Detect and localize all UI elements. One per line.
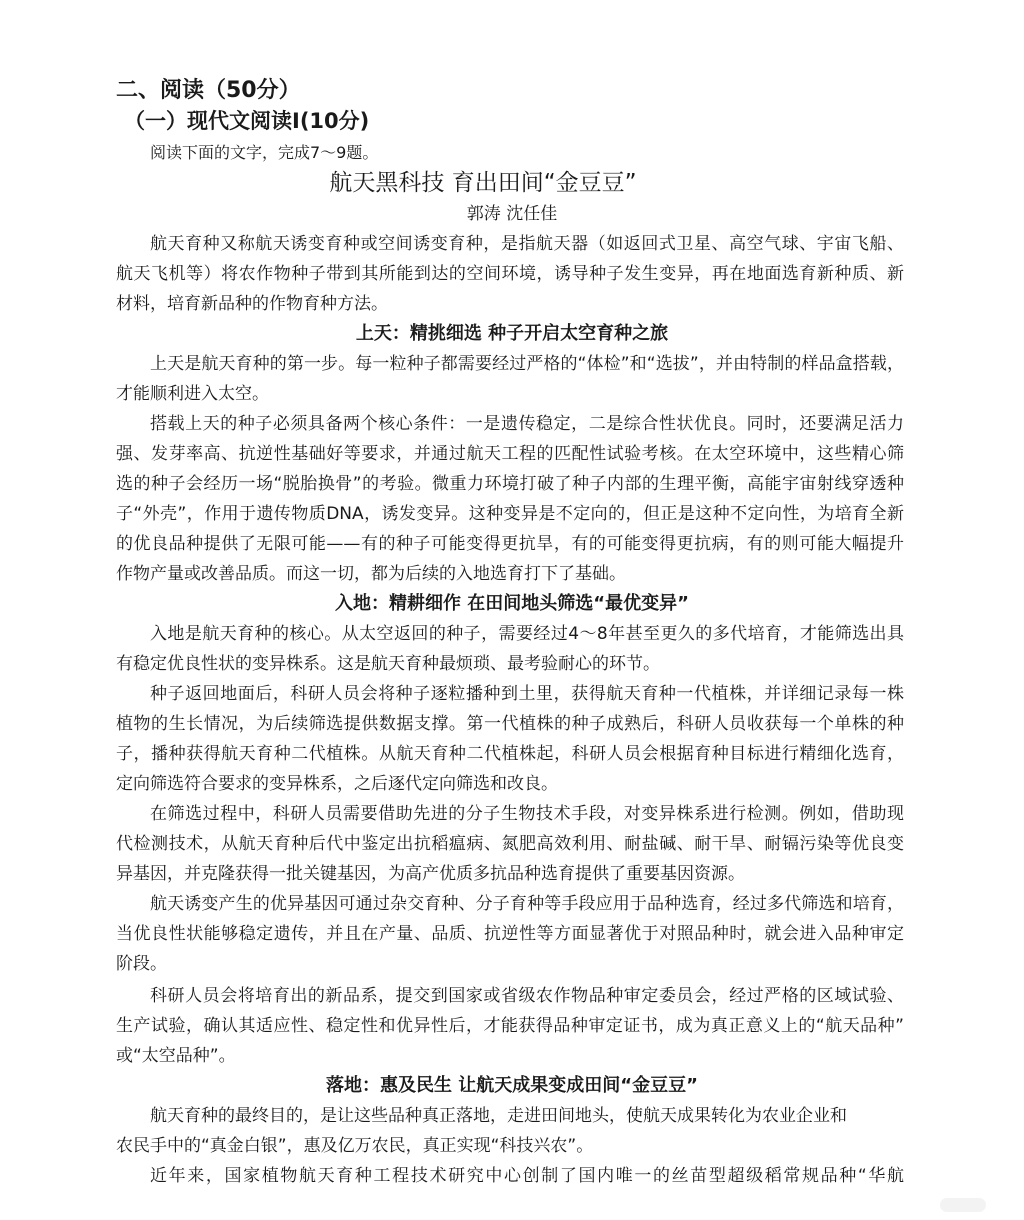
paragraph-line: 航天诱变产生的优异基因可通过杂交育种、分子育种等手段应用于品种选育，经过多代筛选和培育， [150,894,904,914]
paragraph-line: 异基因，并克隆获得一批关键基因，为高产优质多抗品种选育提供了重要基因资源。 [116,864,745,884]
paragraph-line: 科研人员会将培育出的新品系，提交到国家或省级农作物品种审定委员会，经过严格的区域试验、 [150,986,904,1006]
section-heading-launch: 上天：精挑细选 种子开启太空育种之旅 [355,323,669,344]
section-heading-ground: 入地：精耕细作 在田间地头筛选“最优变异” [335,593,689,614]
article-authors: 郭涛 沈任佳 [466,204,558,224]
intro-line: 航天育种又称航天诱变育种或空间诱变育种，是指航天器（如返回式卫星、高空气球、宇宙飞船、 [150,234,904,254]
paragraph-line: 搭载上天的种子必须具备两个核心条件：一是遗传稳定，二是综合性状优良。同时，还要满足活力 [150,414,904,434]
paragraph-line: 种子返回地面后，科研人员会将种子逐粒播种到土里，获得航天育种一代植株，并详细记录每一株 [150,684,904,704]
paragraph-line: 子“外壳”，作用于遗传物质DNA，诱发变异。这种变异是不定向的，但正是这种不定向性，为培育全新 [116,504,904,524]
paragraph-line: 近年来，国家植物航天育种工程技术研究中心创制了国内唯一的丝苗型超级稻常规品种“华航 [150,1166,904,1186]
paragraph-line: 作物产量或改善品质。而这一切，都为后续的入地选育打下了基础。 [116,564,626,584]
paragraph-line: 阶段。 [116,954,167,974]
instruction-text: 阅读下面的文字，完成7～9题。 [150,143,379,162]
paragraph-line: 在筛选过程中，科研人员需要借助先进的分子生物技术手段，对变异株系进行检测。例如，借助现 [150,804,904,824]
intro-line: 航天飞机等）将农作物种子带到其所能到达的空间环境，诱导种子发生变异，再在地面选育新种质、新 [116,264,904,284]
section-heading-harvest: 落地：惠及民生 让航天成果变成田间“金豆豆” [326,1075,698,1096]
paragraph-line: 农民手中的“真金白银”，惠及亿万农民，真正实现“科技兴农”。 [116,1136,594,1156]
paragraph-line: 强、发芽率高、抗逆性基础好等要求，并通过航天工程的匹配性试验考核。在太空环境中，这些精心筛 [116,444,904,464]
paragraph-line: 有稳定优良性状的变异株系。这是航天育种最烦琐、最考验耐心的环节。 [116,654,660,674]
section-title: 二、阅读（50分） [116,78,301,103]
paragraph-line: 航天育种的最终目的，是让这些品种真正落地，走进田间地头，使航天成果转化为农业企业和 [150,1106,847,1126]
paragraph-line: 子，播种获得航天育种二代植株。从航天育种二代植株起，科研人员会根据育种目标进行精细化选育， [116,744,904,764]
paragraph-line: 的优良品种提供了无限可能——有的种子可能变得更抗旱，有的可能变得更抗病，有的则可能大幅提升 [116,534,904,554]
article-title: 航天黑科技 育出田间“金豆豆” [329,170,637,196]
watermark [940,1198,986,1212]
paragraph-line: 或“太空品种”。 [116,1046,236,1066]
section-subtitle: （一）现代文阅读Ⅰ(10分) [124,109,370,133]
paragraph-line: 植物的生长情况，为后续筛选提供数据支撑。第一代植株的种子成熟后，科研人员收获每一个单株的种 [116,714,904,734]
paragraph-line: 当优良性状能够稳定遗传，并且在产量、品质、抗逆性等方面显著优于对照品种时，就会进入品种审定 [116,924,904,944]
paragraph-line: 代检测技术，从航天育种后代中鉴定出抗稻瘟病、氮肥高效利用、耐盐碱、耐干旱、耐镉污染等优良变 [116,834,904,854]
paragraph-line: 选的种子会经历一场“脱胎换骨”的考验。微重力环境打破了种子内部的生理平衡，高能宇宙射线穿透种 [116,474,904,494]
paragraph-line: 入地是航天育种的核心。从太空返回的种子，需要经过4～8年甚至更久的多代培育，才能筛选出具 [150,624,904,644]
paragraph-line: 生产试验，确认其适应性、稳定性和优异性后，才能获得品种审定证书，成为真正意义上的“航天品种” [116,1016,904,1036]
intro-line: 材料，培育新品种的作物育种方法。 [116,294,388,314]
paragraph-line: 才能顺利进入太空。 [116,384,269,404]
paragraph-line: 定向筛选符合要求的变异株系，之后逐代定向筛选和改良。 [116,774,558,794]
paragraph-line: 上天是航天育种的第一步。每一粒种子都需要经过严格的“体检”和“选拔”，并由特制的样品盒搭载， [150,354,904,374]
